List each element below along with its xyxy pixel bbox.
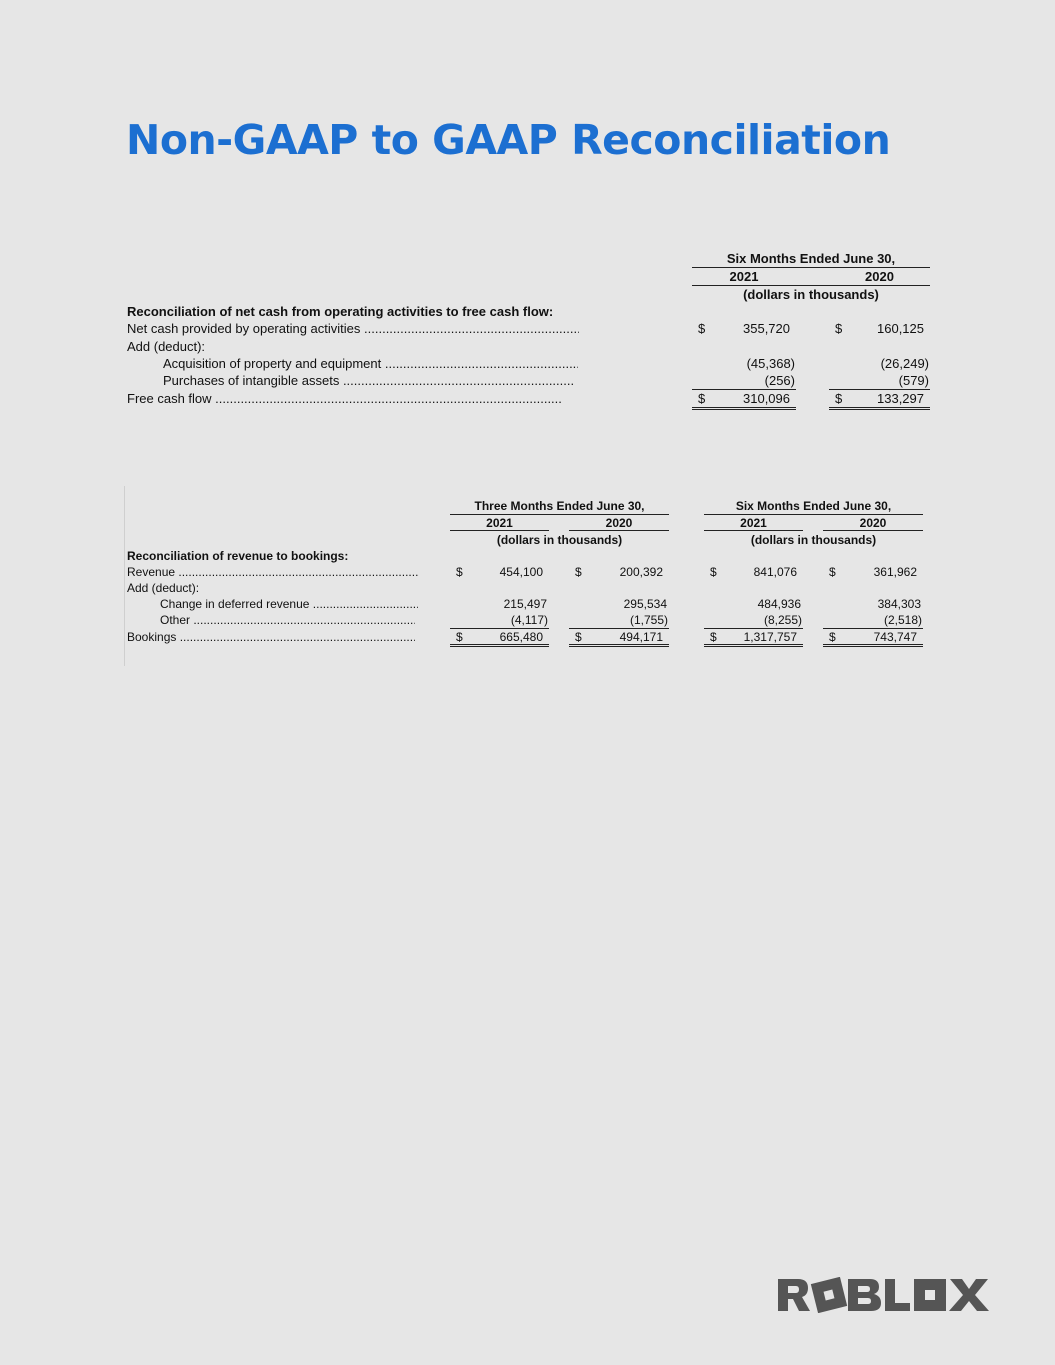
bookings-value: (2,518): [883, 613, 922, 627]
fcf-row-label: Purchases of intangible assets .....: [163, 373, 575, 388]
bookings-row-label: Revenue .....: [127, 565, 418, 579]
bookings-six-month-header: Six Months Ended June 30,: [735, 499, 892, 513]
fcf-value-2020: (579): [898, 373, 929, 388]
fcf-year-2020: 2020: [865, 269, 894, 284]
dollar-sign: $: [710, 565, 717, 579]
fcf-units: (dollars in thousands): [743, 287, 879, 302]
dollar-sign: $: [575, 630, 582, 644]
dollar-sign: $: [829, 630, 836, 644]
dollar-sign: $: [456, 565, 463, 579]
fcf-value-2020: 133,297: [877, 391, 924, 406]
fcf-value-2021: 355,720: [743, 321, 790, 336]
bookings-units: (dollars in thousands): [750, 533, 877, 547]
fcf-value-2021: 310,096: [743, 391, 790, 406]
bookings-row-label: Bookings .....: [127, 630, 415, 644]
bookings-value: 665,480: [499, 630, 543, 644]
fcf-row-label: Acquisition of property and equipment .....: [163, 356, 578, 371]
fcf-row-label: Add (deduct):: [127, 339, 206, 354]
fcf-value-2020: (26,249): [880, 356, 929, 371]
bookings-value: 200,392: [619, 565, 663, 579]
bookings-value: 494,171: [619, 630, 663, 644]
dollar-sign: $: [698, 321, 706, 336]
dollar-sign: $: [829, 565, 836, 579]
dollar-sign: $: [835, 321, 843, 336]
fcf-period-header: Six Months Ended June 30,: [726, 251, 896, 266]
bookings-value: 215,497: [503, 597, 547, 611]
bookings-value: (8,255): [763, 613, 802, 627]
fcf-value-2020: 160,125: [877, 321, 924, 336]
bookings-value: 1,317,757: [743, 630, 797, 644]
bookings-row-label: Add (deduct):: [127, 581, 200, 595]
bookings-units: (dollars in thousands): [496, 533, 623, 547]
bookings-section-title: Reconciliation of revenue to bookings:: [127, 549, 349, 563]
dollar-sign: $: [710, 630, 717, 644]
bookings-value: 841,076: [753, 565, 797, 579]
bookings-year-2020: 2020: [605, 516, 633, 530]
fcf-value-2021: (256): [764, 373, 795, 388]
bookings-row-label: Other .....: [160, 613, 415, 627]
bookings-year-2021: 2021: [486, 516, 513, 530]
fcf-section-title: Reconciliation of net cash from operating activities to free cash flow:: [127, 304, 554, 319]
bookings-year-2020: 2020: [859, 516, 887, 530]
bookings-row-label: Change in deferred revenue .....: [160, 597, 418, 611]
roblox-logo: [778, 1277, 998, 1313]
bookings-year-2021: 2021: [740, 516, 767, 530]
fcf-year-2021: 2021: [729, 269, 759, 284]
fcf-row-label: Net cash provided by operating activities .....: [127, 321, 579, 336]
bookings-value: (4,117): [510, 613, 548, 627]
fcf-value-2021: (45,368): [746, 356, 795, 371]
bookings-value: 361,962: [873, 565, 917, 579]
fcf-row-label: Free cash flow .....: [127, 391, 563, 406]
bookings-value: 454,100: [499, 565, 543, 579]
bookings-value: 743,747: [873, 630, 917, 644]
dollar-sign: $: [456, 630, 463, 644]
dollar-sign: $: [835, 391, 843, 406]
bookings-three-month-header: Three Months Ended June 30,: [474, 499, 645, 513]
page-title: Non-GAAP to GAAP Reconciliation: [126, 116, 891, 164]
bookings-value: (1,755): [629, 613, 668, 627]
bookings-value: 484,936: [757, 597, 801, 611]
bookings-value: 295,534: [623, 597, 667, 611]
dollar-sign: $: [698, 391, 706, 406]
bookings-value: 384,303: [877, 597, 921, 611]
dollar-sign: $: [575, 565, 582, 579]
